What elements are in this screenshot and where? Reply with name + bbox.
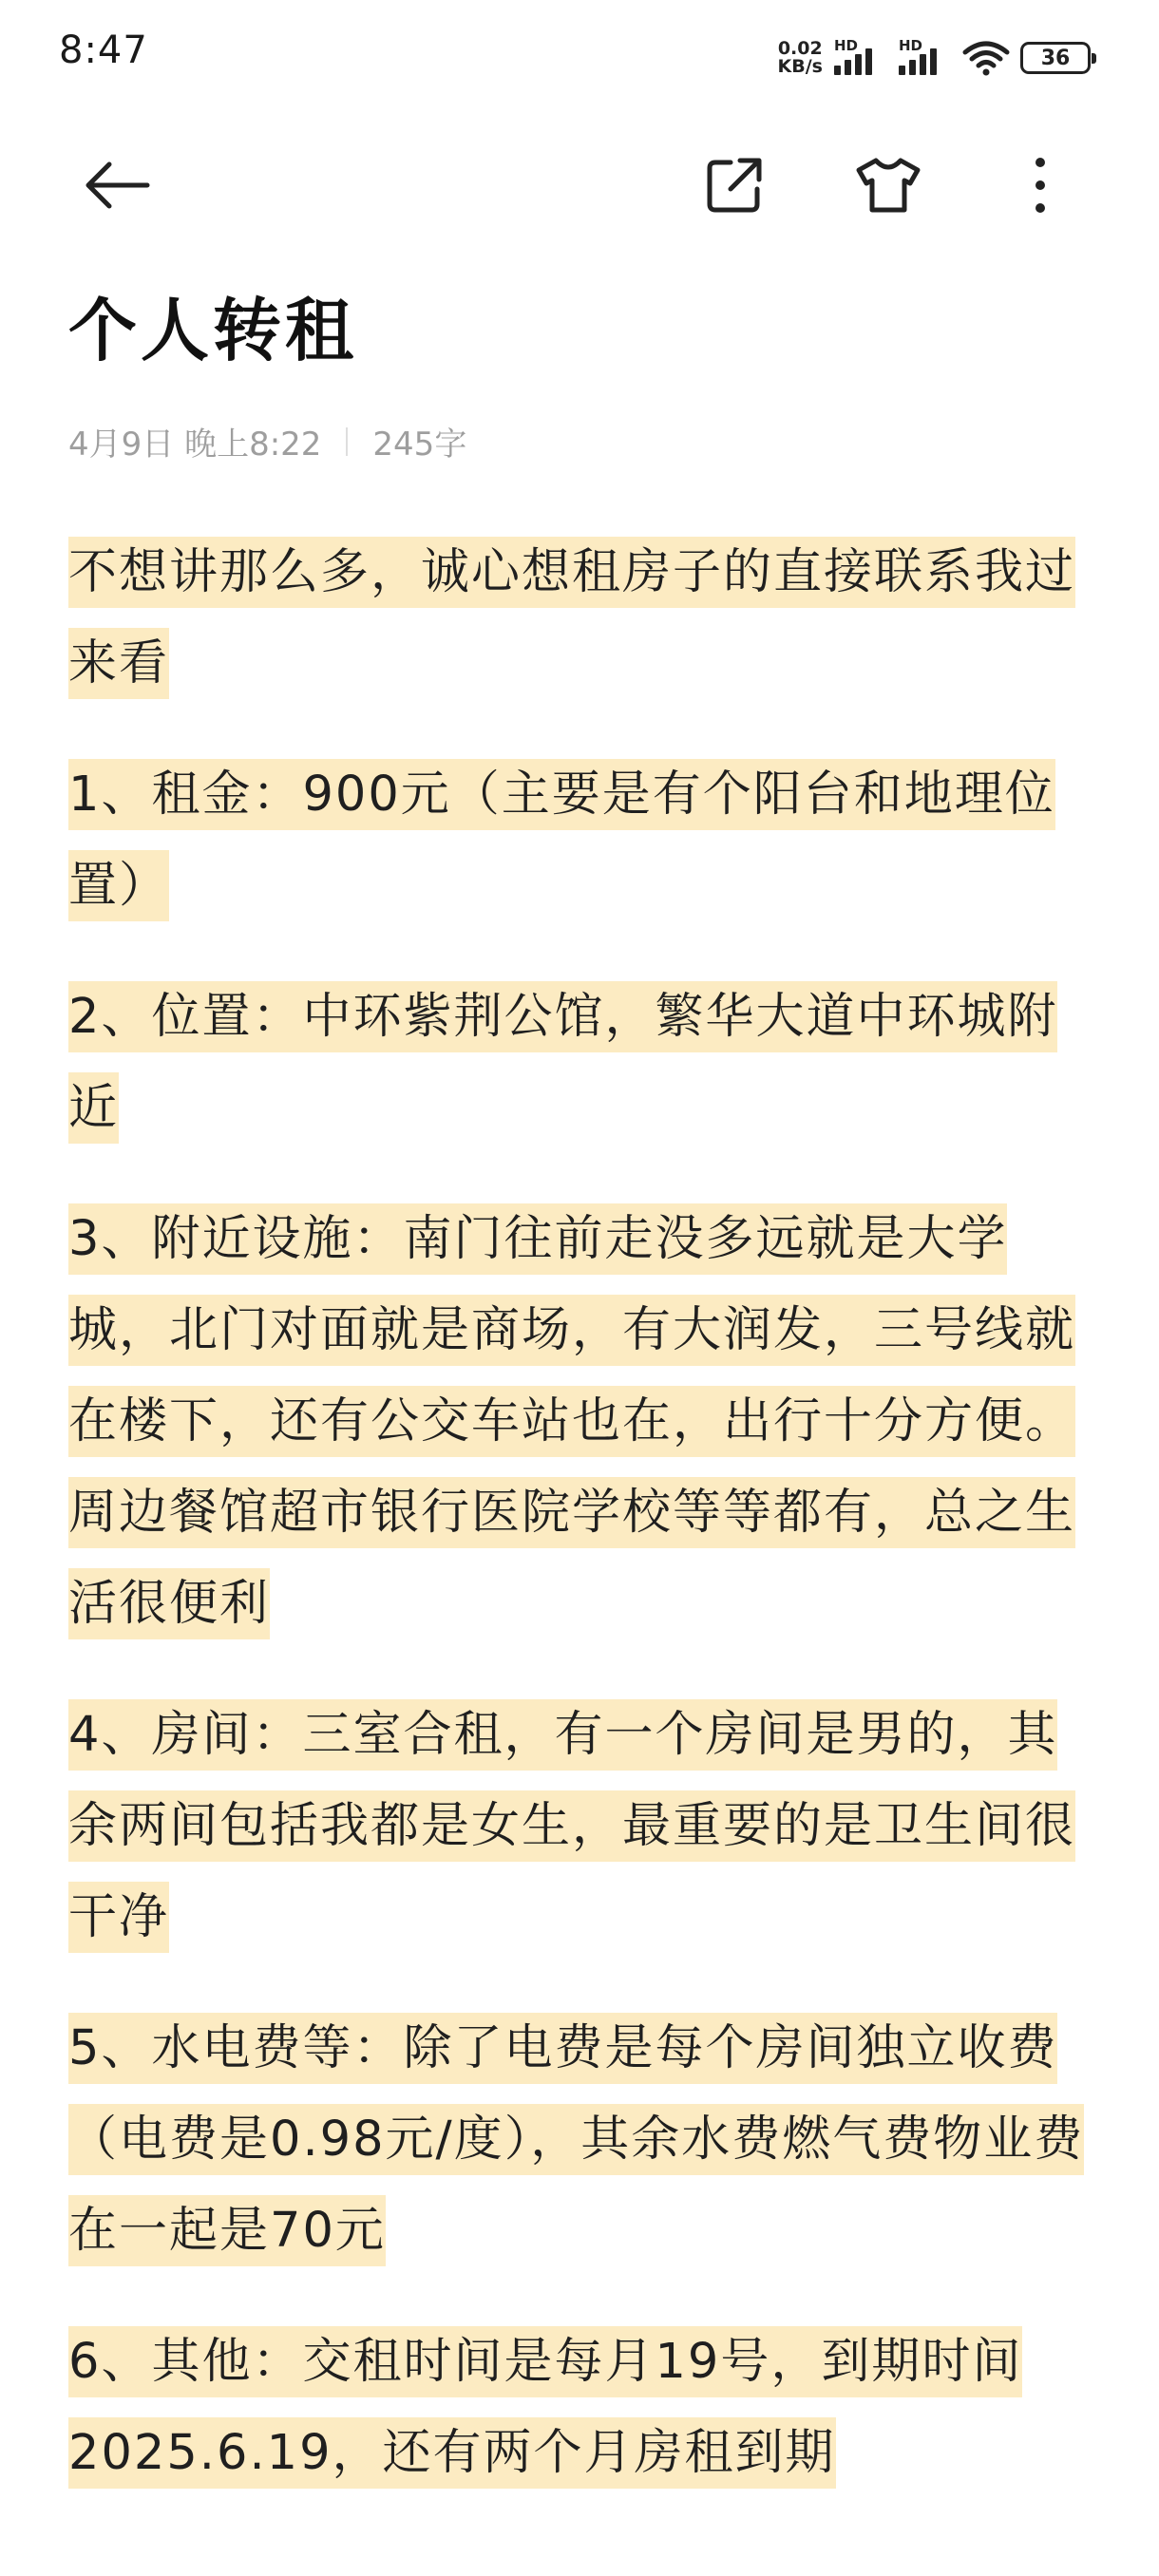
highlighted-text: 2、位置：中环紫荆公馆，繁华大道中环城附近 [68,981,1057,1144]
note-paragraph [68,2317,1104,2499]
signal-hd-label: HD [834,37,859,54]
back-button[interactable] [65,133,169,237]
battery-icon [1020,42,1091,74]
back-arrow-icon [81,157,153,214]
share-export-icon [704,155,765,216]
note-paragraph [68,1690,1104,1963]
status-indicators [778,34,1091,82]
highlighted-text: 1、租金：900元（主要是有个阳台和地理位置） [68,759,1055,921]
highlighted-text: 6、其他：交租时间是每月19号，到期时间2025.6.19，还有两个月房租到期 [68,2326,1022,2489]
more-options-button[interactable] [988,133,1092,237]
status-time: 8:47 [59,28,148,72]
note-paragraph [68,749,1104,932]
highlighted-text: 4、房间：三室合租，有一个房间是男的，其余两间包括我都是女生，最重要的是卫生间很干净 [68,1699,1075,1953]
note-body[interactable] [68,527,1104,2539]
tshirt-theme-icon [855,155,922,216]
note-toolbar [0,133,1159,237]
share-button[interactable] [682,133,787,237]
note-meta [68,418,466,464]
highlighted-text: 3、附近设施：南门往前走没多远就是大学城，北门对面就是商场，有大润发，三号线就在楼下，还有公交车站也在，出行十分方便。周边餐馆超市银行医院学校等等都有，总之生活很便利 [68,1203,1075,1639]
note-paragraph [68,1194,1104,1650]
highlighted-text: 不想讲那么多，诚心想租房子的直接联系我过来看 [68,537,1075,699]
note-title[interactable]: 个人转租 [68,291,358,370]
note-paragraph [68,2003,1104,2277]
more-vertical-icon [1031,155,1050,216]
network-speed-unit: KB/s [777,56,823,77]
network-speed-value: 0.02 [777,38,823,59]
wifi-icon [961,39,1011,77]
highlighted-text: 5、水电费等：除了电费是每个房间独立收费（电费是0.98元/度），其余水费燃气费物业费在一起是70元 [68,2013,1084,2266]
network-speed [778,40,823,76]
word-count: 245字 [372,426,467,464]
signal-hd-label: HD [899,37,923,54]
signal-icon [832,39,887,77]
note-paragraph [68,527,1104,710]
theme-button[interactable] [836,133,940,237]
meta-divider [346,427,348,456]
battery-level: 36 [1040,46,1071,70]
note-paragraph [68,972,1104,1154]
note-date: 4月9日 晚上8:22 [68,426,322,464]
status-bar [0,0,1159,114]
signal-icon [897,39,952,77]
